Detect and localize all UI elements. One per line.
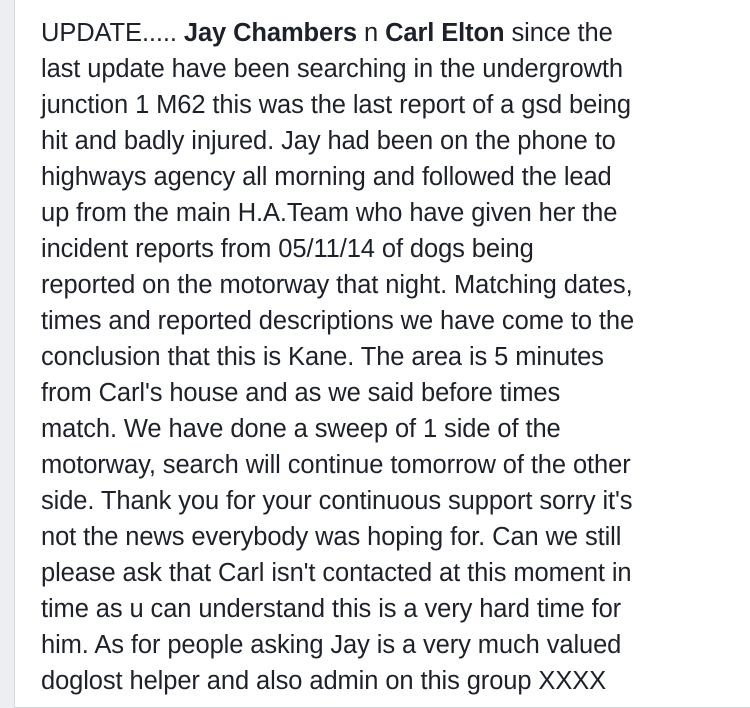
post-text: [41, 15, 741, 699]
post-text-line: [41, 159, 741, 195]
text-segment: side. Thank you for your continuous support sorry it's: [41, 487, 633, 515]
text-segment: him. As for people asking Jay is a very much valued: [41, 631, 622, 659]
post-text-line: [41, 483, 741, 519]
text-segment: times and reported descriptions we have come to the: [41, 307, 635, 335]
post-text-line: [41, 627, 741, 663]
text-segment: time as u can understand this is a very hard time for: [41, 595, 622, 623]
post-text-line: [41, 15, 741, 51]
post-text-line: [41, 591, 741, 627]
text-segment: UPDATE.....: [41, 19, 184, 47]
text-segment: up from the main H.A.Team who have given her the: [41, 199, 618, 227]
text-segment: incident reports from 05/11/14 of dogs being: [41, 235, 534, 263]
post-text-line: [41, 123, 741, 159]
text-segment: not the news everybody was hoping for. Can we still: [41, 523, 622, 551]
text-segment: hit and badly injured. Jay had been on the phone to: [41, 127, 616, 155]
text-segment: reported on the motorway that night. Matching dates,: [41, 271, 633, 299]
post-text-line: [41, 663, 741, 699]
post-text-line: [41, 375, 741, 411]
text-segment: n: [357, 19, 386, 47]
text-segment: last update have been searching in the undergrowth: [41, 55, 623, 83]
text-segment: match. We have done a sweep of 1 side of the: [41, 415, 561, 443]
user-mention[interactable]: Carl Elton: [385, 19, 505, 47]
text-segment: doglost helper and also admin on this group XXXX: [41, 667, 607, 695]
post-text-line: [41, 447, 741, 483]
post-text-line: [41, 411, 741, 447]
post-text-line: [41, 87, 741, 123]
text-segment: junction 1 M62 this was the last report of a gsd being: [41, 91, 631, 119]
post-text-line: [41, 303, 741, 339]
text-segment: highways agency all morning and followed the lead: [41, 163, 612, 191]
post-text-line: [41, 51, 741, 87]
user-mention[interactable]: Jay Chambers: [183, 19, 358, 47]
post-text-line: [41, 555, 741, 591]
text-segment: please ask that Carl isn't contacted at this moment in: [41, 559, 632, 587]
post-card: [14, 0, 750, 708]
post-text-line: [41, 519, 741, 555]
post-text-line: [41, 339, 741, 375]
text-segment: from Carl's house and as we said before times: [41, 379, 561, 407]
post-text-line: [41, 231, 741, 267]
post-text-line: [41, 267, 741, 303]
post-text-line: [41, 195, 741, 231]
text-segment: conclusion that this is Kane. The area is 5 minutes: [41, 343, 604, 371]
text-segment: motorway, search will continue tomorrow of the other: [41, 451, 631, 479]
text-segment: since the: [504, 19, 613, 47]
